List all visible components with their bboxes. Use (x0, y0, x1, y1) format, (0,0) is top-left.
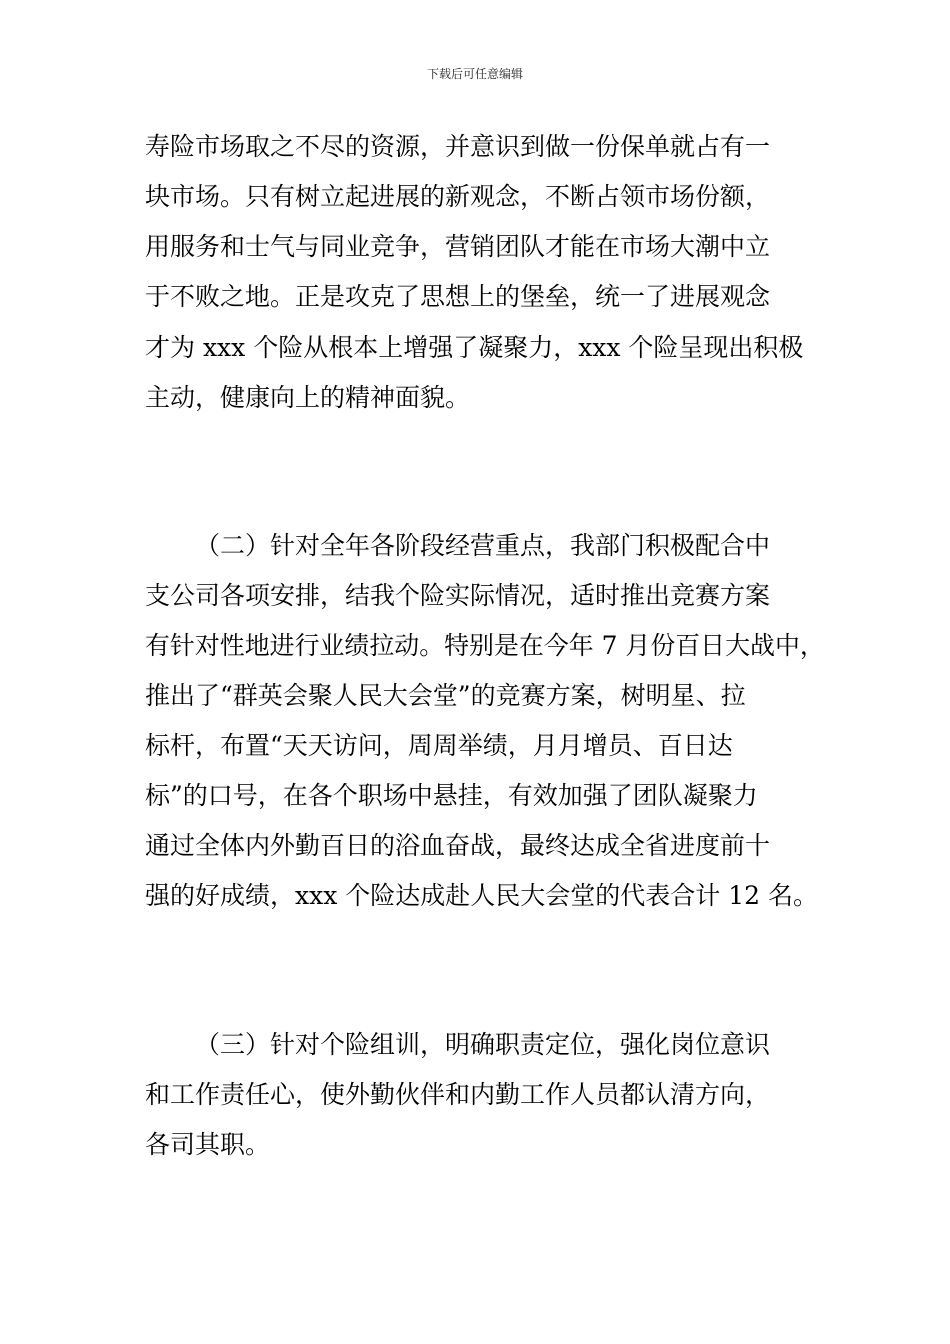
paragraph-line: 有针对性地进行业绩拉动。特别是在今年 7 月份百日大战中， (145, 631, 825, 660)
paragraph-line: 寿险市场取之不尽的资源，并意识到做一份保单就占有一 (145, 132, 771, 161)
paragraph-line: 才为 xxx 个险从根本上增强了凝聚力，xxx 个险呈现出积极 (145, 333, 804, 362)
paragraph-line: 于不败之地。正是攻克了思想上的堡垒，统一了进展观念 (145, 282, 771, 311)
paragraph-line: 标杆，布置“天天访问，周周举绩，月月增员、百日达 (145, 731, 733, 760)
paragraph-line: 支公司各项安排，结我个险实际情况，适时推出竞赛方案 (145, 581, 771, 610)
paragraph-line: 各司其职。 (145, 1130, 271, 1159)
paragraph-line: 强的好成绩，xxx 个险达成赴人民大会堂的代表合计 12 名。 (145, 881, 818, 910)
paragraph-line: 主动，健康向上的精神面貌。 (145, 383, 471, 412)
paragraph-line: （二）针对全年各阶段经营重点，我部门积极配合中 (195, 531, 771, 560)
paragraph-line: 推出了“群英会聚人民大会堂”的竞赛方案，树明星、拉 (145, 681, 746, 710)
paragraph-line: 通过全体内外勤百日的浴血奋战，最终达成全省进度前十 (145, 831, 771, 860)
paragraph-line: 用服务和士气与同业竞争，营销团队才能在市场大潮中立 (145, 232, 771, 261)
paragraph-line: 块市场。只有树立起进展的新观念，不断占领市场份额， (145, 182, 771, 211)
page-header: 下载后可任意编辑 (426, 67, 523, 81)
paragraph-line: （三）针对个险组训，明确职责定位，强化岗位意识 (195, 1030, 771, 1059)
paragraph-line: 和工作责任心，使外勤伙伴和内勤工作人员都认清方向， (145, 1080, 771, 1109)
paragraph-line: 标”的口号，在各个职场中悬挂，有效加强了团队凝聚力 (145, 781, 758, 810)
